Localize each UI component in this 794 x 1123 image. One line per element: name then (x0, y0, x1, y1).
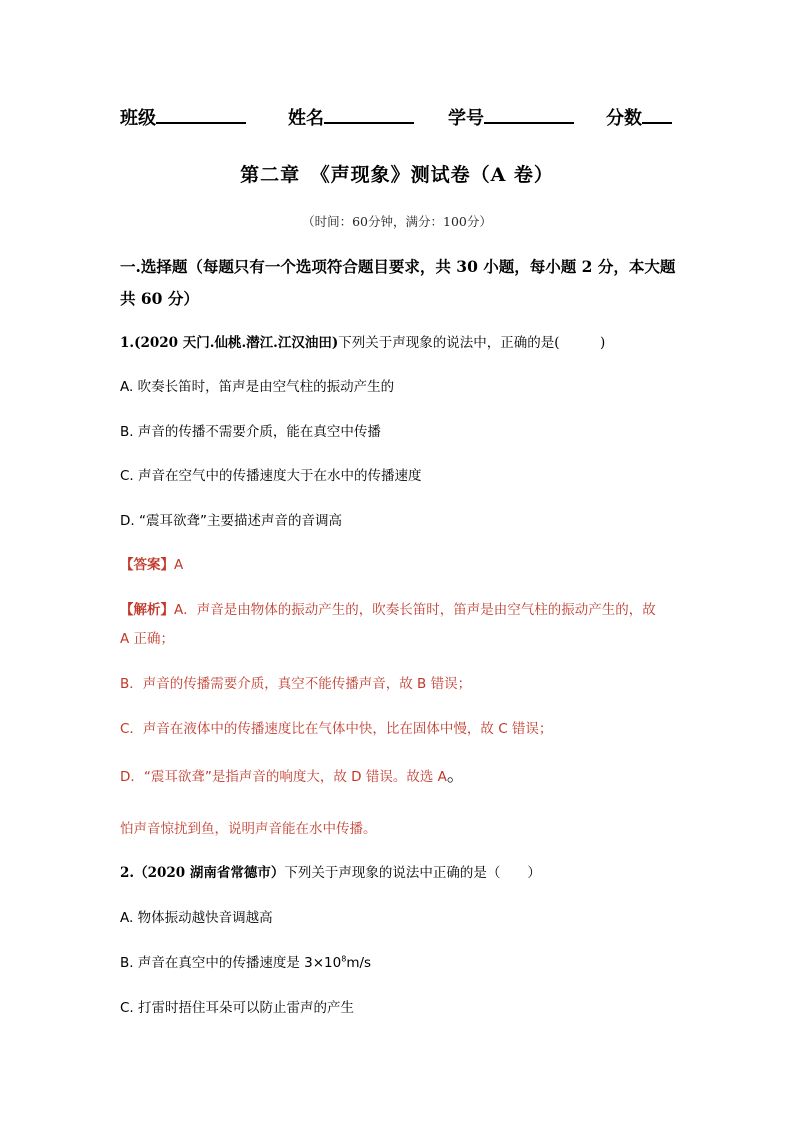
section-heading-line-1: 一.选择题（每题只有一个选项符合题目要求，共 30 小题，每小题 2 分，本大题 (120, 257, 676, 276)
analysis-d-end: 。 (446, 765, 465, 786)
analysis-extra-note: 怕声音惊扰到鱼，说明声音能在水中传播。 (120, 821, 377, 837)
student-info-row (120, 104, 680, 134)
question-2-option-a: A. 物体振动越快音调越高 (120, 910, 273, 926)
question-2-text: 下列关于声现象的说法中正确的是（ ） (284, 865, 541, 881)
question-2-source: （2020 湖南省常德市） (134, 865, 285, 881)
name-label: 姓名 (288, 108, 324, 129)
question-2-option-b-prefix: B. 声音在真空中的传播速度是 3×10 (120, 955, 342, 971)
analysis-line-1 (120, 599, 680, 621)
answer-value: A (174, 557, 184, 573)
analysis-a-part-1: A．声音是由物体的振动产生的，吹奏长笛时，笛声是由空气柱的振动产生的，故 (174, 602, 656, 618)
analysis-d: D．“震耳欲聋”是指声音的响度大，故 D 错误。故选 A (120, 769, 447, 785)
score-blank[interactable] (642, 104, 672, 124)
question-2-option-b (120, 952, 680, 974)
question-1-option-b: B. 声音的传播不需要介质，能在真空中传播 (120, 424, 381, 440)
question-2-option-c: C. 打雷时捂住耳朵可以防止雷声的产生 (120, 1000, 355, 1016)
question-2-option-b-exponent: 8 (341, 954, 347, 964)
question-2-number: 2. (120, 865, 135, 881)
name-blank[interactable] (324, 104, 414, 124)
analysis-c: C．声音在液体中的传播速度比在气体中快，比在固体中慢，故 C 错误； (120, 721, 553, 737)
question-1-stem (120, 332, 680, 354)
question-1-option-d: D. “震耳欲聋”主要描述声音的音调高 (120, 513, 342, 529)
question-2-stem (120, 862, 680, 884)
question-1-text: 下列关于声现象的说法中，正确的是( ) (338, 335, 606, 351)
exam-title: 第二章 《声现象》测试卷（A 卷） (240, 164, 554, 186)
question-2-option-b-unit: m/s (346, 955, 372, 971)
student-id-blank[interactable] (484, 104, 574, 124)
exam-subtitle: （时间：60分钟，满分：100分） (302, 214, 492, 229)
question-1-answer (120, 554, 680, 576)
class-blank[interactable] (156, 104, 246, 124)
section-heading-line-2: 共 60 分） (120, 289, 199, 308)
score-label: 分数 (606, 108, 642, 129)
name-field (288, 104, 414, 130)
analysis-label: 【解析】 (120, 602, 174, 618)
question-1-source: (2020 天门.仙桃.潜江.江汉油田) (134, 335, 339, 351)
class-field (120, 104, 246, 130)
answer-label: 【答案】 (120, 557, 174, 573)
question-1-option-a: A. 吹奏长笛时，笛声是由空气柱的振动产生的 (120, 379, 395, 395)
question-1-number: 1. (120, 335, 135, 351)
class-label: 班级 (120, 108, 156, 129)
question-1-option-c: C. 声音在空气中的传播速度大于在水中的传播速度 (120, 468, 422, 484)
student-id-label: 学号 (448, 108, 484, 129)
analysis-a-part-2: A 正确； (120, 631, 175, 647)
analysis-b: B．声音的传播需要介质，真空不能传播声音，故 B 错误； (120, 676, 472, 692)
student-id-field (448, 104, 574, 130)
analysis-d-line (120, 765, 680, 788)
score-field (606, 104, 672, 130)
